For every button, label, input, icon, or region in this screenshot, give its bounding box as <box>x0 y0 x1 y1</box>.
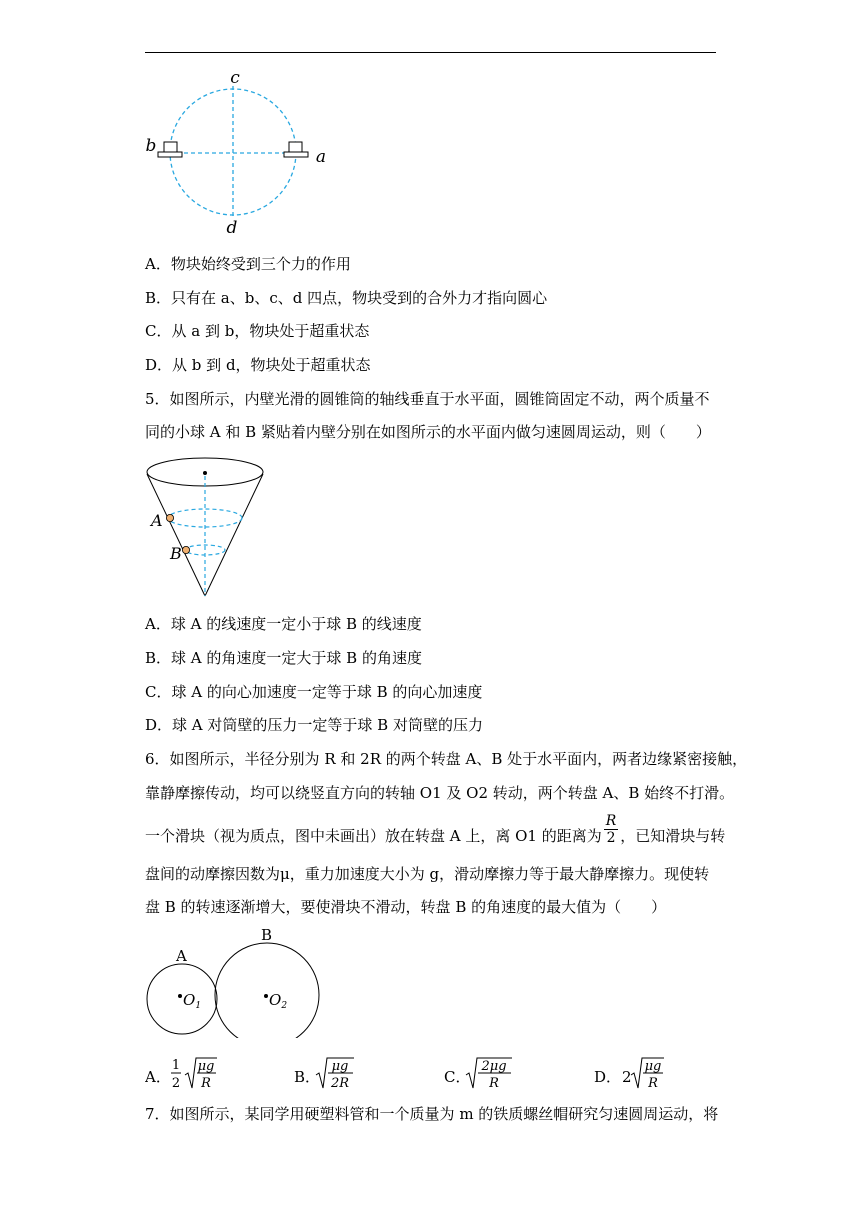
q6-fraction-r-over-2: $\frac{R}{2}$ <box>605 812 617 846</box>
svg-text:C．: C． <box>444 1068 471 1086</box>
block-a-top <box>289 142 302 152</box>
block-b-top <box>164 142 177 152</box>
svg-text:R: R <box>648 1076 658 1090</box>
q6-choice-d <box>594 1056 674 1090</box>
q6-stem-line3: 一个滑块（视为质点，图中未画出）放在转盘 A 上，离 O1 的距离为 $\frac{R}{2}$ ，已知滑块与转 <box>145 812 726 846</box>
header-rule <box>145 52 716 53</box>
q4-option-a: A．物块始终受到三个力的作用 <box>145 255 351 273</box>
svg-text:2μg: 2μg <box>481 1059 507 1074</box>
q4-option-b: B．只有在 a、b、c、d 四点，物块受到的合外力才指向圆心 <box>145 289 548 307</box>
svg-text:A．: A． <box>145 1068 171 1086</box>
q5-stem-line1: 5．如图所示，内壁光滑的圆锥筒的轴线垂直于水平面，圆锥筒固定不动，两个质量不 <box>145 390 710 408</box>
label-c: c <box>230 68 240 88</box>
label-disc-a: A <box>176 947 187 965</box>
svg-text:μg: μg <box>197 1059 215 1074</box>
label-ball-b: B <box>170 544 182 563</box>
svg-text:R: R <box>201 1076 211 1090</box>
q6-stem-line5: 盘 B 的转速逐渐增大，要使滑块不滑动，转盘 B 的角速度的最大值为（ ） <box>145 898 667 916</box>
svg-text:D．: D． <box>594 1068 622 1086</box>
label-disc-b: B <box>261 926 273 944</box>
disc-a <box>147 964 217 1034</box>
ball-a <box>166 514 173 521</box>
axis-o2-dot <box>264 994 268 998</box>
cone-center-dot <box>203 471 207 475</box>
circle-track-figure <box>140 68 340 238</box>
q5-option-c: C．球 A 的向心加速度一定等于球 B 的向心加速度 <box>145 683 483 701</box>
two-discs-figure <box>140 920 330 1038</box>
label-d: d <box>226 218 238 238</box>
q4-option-c: C．从 a 到 b，物块处于超重状态 <box>145 322 370 340</box>
q5-stem-line2: 同的小球 A 和 B 紧贴着内壁分别在如图所示的水平面内做匀速圆周运动，则（ ） <box>145 423 711 441</box>
svg-text:2: 2 <box>622 1068 632 1086</box>
cone-figure <box>140 452 280 602</box>
block-b-base <box>158 152 182 157</box>
q6-choice-c <box>444 1056 524 1090</box>
svg-text:2R: 2R <box>330 1076 350 1090</box>
q6-choice-a <box>145 1056 225 1090</box>
q6-stem-line4: 盘间的动摩擦因数为μ，重力加速度大小为 g，滑动摩擦力等于最大静摩擦力。现使转 <box>145 865 710 883</box>
q5-option-b: B．球 A 的角速度一定大于球 B 的角速度 <box>145 649 422 667</box>
label-b: b <box>145 136 157 156</box>
label-ball-a: A <box>151 511 163 530</box>
q5-option-d: D．球 A 对筒壁的压力一定等于球 B 对筒壁的压力 <box>145 716 483 734</box>
q6-choice-b <box>294 1056 374 1090</box>
label-a: a <box>315 147 327 167</box>
ball-b <box>182 546 189 553</box>
q6-stem-line2: 靠静摩擦传动，均可以绕竖直方向的转轴 O1 及 O2 转动，两个转盘 A、B 始终不打滑。 <box>145 784 735 802</box>
svg-text:μg: μg <box>331 1059 349 1074</box>
svg-text:μg: μg <box>644 1059 662 1074</box>
svg-text:2: 2 <box>171 1076 181 1090</box>
q5-option-a: A．球 A 的线速度一定小于球 B 的线速度 <box>145 615 422 633</box>
disc-b <box>215 943 319 1038</box>
svg-text:R: R <box>489 1076 499 1090</box>
axis-o1-dot <box>178 994 182 998</box>
svg-text:1: 1 <box>171 1058 181 1073</box>
label-o2: $O_2$ <box>269 991 288 1011</box>
svg-text:B．: B． <box>294 1068 321 1086</box>
q6-stem-line1: 6．如图所示，半径分别为 R 和 2R 的两个转盘 A、B 处于水平面内，两者边缘紧密接触， <box>145 750 748 768</box>
q4-option-d: D．从 b 到 d，物块处于超重状态 <box>145 356 371 374</box>
block-a-base <box>284 152 308 157</box>
q7-stem-line1: 7．如图所示，某同学用硬塑料管和一个质量为 m 的铁质螺丝帽研究匀速圆周运动，将 <box>145 1105 719 1123</box>
cone-left-wall <box>147 474 205 596</box>
label-o1: $O_1$ <box>183 991 202 1011</box>
cone-right-wall <box>205 474 263 596</box>
